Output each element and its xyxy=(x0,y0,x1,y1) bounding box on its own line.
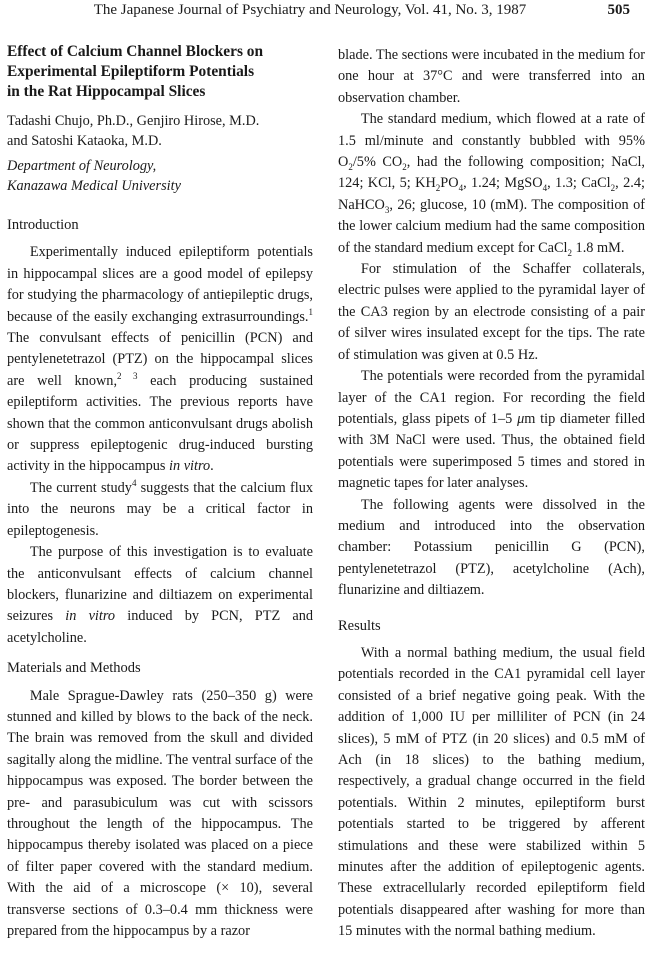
title-line: in the Rat Hippocampal Slices xyxy=(7,83,206,100)
article-title xyxy=(7,42,313,102)
methods-paragraph-2: The standard medium, which flowed at a rate of 1.5 ml/minute and constantly bubbled with 95% $O_2/5\%$ $CO_2$, had the following composition; NaCl, 124; KCl, 5; $KH_2PO_4$, 1.24; MgSO$_4$, 1.3; CaCl$_2$, 2.4; NaHCO$_3$, 26; glucose, 10 (mM). The composition of the lower calcium medium had the same composition of the standard medium except for CaCl$_2$ 1.8 mM. xyxy=(338,111,645,258)
methods-paragraph-1: Male Sprague-Dawley rats (250–350 g) were stunned and killed by blows to the back of the neck. The brain was removed from the skull and divided sagitally along the midline. The ventral surface of the hippocampus was exposed. The border between the pre- and parasubiculum was cut with scissors throughout the length of the hippocampus. The hippocampus thereby isolated was placed on a piece of filter paper covered with the standard medium. With the aid of a microscope (× 10), several transverse sections of 0.3–0.4 mm thickness were prepared from the hippocampus by a razor xyxy=(7,687,313,939)
methods-paragraph-3: For stimulation of the Schaffer collaterals, electric pulses were applied to the pyramidal layer of the CA3 region by an electrode consisting of a pair of silver wires insulated except for the tips. The rate of stimulation was given at 0.5 Hz. xyxy=(338,261,645,363)
title-line: Effect of Calcium Channel Blockers on xyxy=(7,43,264,60)
author-line: and Satoshi Kataoka, M.D. xyxy=(7,133,162,149)
running-head: The Japanese Journal of Psychiatry and Neurology, Vol. 41, No. 3, 1987 xyxy=(93,2,527,18)
introduction-paragraph-3: The purpose of this investigation is to evaluate the anticonvulsant effects of calcium channel blockers, flunarizine and diltiazem on experimental seizures in vitro induced by PCN, PTZ and acetylcholine. xyxy=(7,544,314,646)
title-line: Experimental Epileptiform Potentials xyxy=(7,63,255,80)
affiliation-line: Kanazawa Medical University xyxy=(7,178,181,194)
page-number: 505 xyxy=(607,2,630,18)
reference-marker: 4 xyxy=(131,478,137,489)
introduction-paragraph-2: The current study$^4$ suggests that the calcium flux into the neurons may be a critical factor in epileptogenesis. xyxy=(7,478,313,539)
results-heading: Results xyxy=(338,617,381,634)
affiliation-line: Department of Neurology, xyxy=(7,158,157,174)
affiliation xyxy=(7,156,313,196)
results-paragraph-1: With a normal bathing medium, the usual field potentials recorded in the CA1 pyramidal cell layer consisted of a brief negative going peak. With the addition of 1,000 IU per milliliter of PCN (in 24 slices), 5 mM of PTZ (in 20 slices) and 0.5 mM of Ach (in 18 slices) to the bathing medium, respectively, a gradual change occurred in the field potentials. Within 2 minutes, epileptiform burst potentials started to be triggered by afferent stimulations and these were stabilized within 5 minutes after the addition of epileptogenic agents. These extracellularly recorded epileptiform field potentials disappeared after washing for more than 15 minutes with the normal bathing medium. xyxy=(338,644,645,940)
right-column xyxy=(338,45,645,943)
introduction-heading: Introduction xyxy=(7,217,79,233)
reference-marker: 2 3 xyxy=(117,371,138,382)
methods-paragraph-4: The potentials were recorded from the pyramidal layer of the CA1 region. For recording the field potentials, glass pipets of 1–5 μm tip diameter filled with 3M NaCl were used. Thus, the obtained field potentials were superimposed 5 times and stored in magnetic tapes for later analyses. xyxy=(338,368,645,492)
methods-heading: Materials and Methods xyxy=(7,660,141,677)
left-column xyxy=(7,42,313,942)
methods-paragraph-1-continued: blade. The sections were incubated in the medium for one hour at 37°C and were transferred into an observation chamber. xyxy=(338,47,645,106)
author-list xyxy=(7,111,313,151)
author-line: Tadashi Chujo, Ph.D., Genjiro Hirose, M.D. xyxy=(7,113,260,129)
reference-marker: 1 xyxy=(308,306,313,317)
introduction-paragraph-1: Experimentally induced epileptiform potentials in hippocampal slices are a good model of epilepsy for studying the pharmacology of antiepileptic drugs, because of the easily exchanging extrasurroundings.$^1$ The convulsant effects of penicillin (PCN) and pentylenetetrazol (PTZ) on the hippocampal slices are well known,$^{2 3}$ each producing sustained epileptiform activities. The previous reports have shown that the common anticonvulsant drugs abolish or suppress epileptogenic drug-induced bursting activity in the hippocampus in vitro. xyxy=(7,244,313,475)
methods-paragraph-5: The following agents were dissolved in the medium and introduced into the observation chamber: Potassium penicillin G (PCN), pentylenetetrazol (PTZ), acetylcholine (Ach), flunarizine and diltiazem. xyxy=(338,496,645,599)
